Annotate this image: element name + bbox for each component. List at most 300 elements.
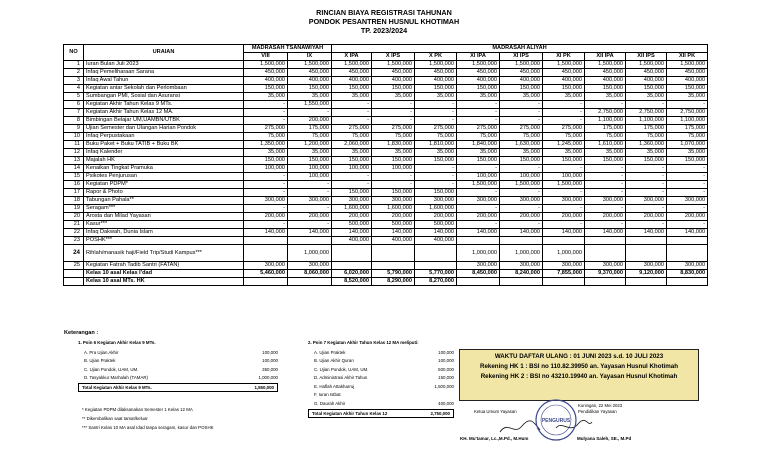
table-row bbox=[64, 157, 708, 165]
fee-cell: - bbox=[543, 221, 585, 229]
fee-cell: 75,000 bbox=[500, 133, 543, 141]
fee-cell: 1,000,000 bbox=[457, 245, 500, 262]
fee-cell: 175,000 bbox=[626, 125, 667, 133]
seal-text: PENGURUS bbox=[541, 418, 571, 424]
table-row bbox=[64, 85, 708, 93]
row-number: 7 bbox=[64, 109, 84, 117]
fee-cell: 300,000 bbox=[288, 262, 332, 270]
row-number: 4 bbox=[64, 85, 84, 93]
fee-cell: 450,000 bbox=[288, 69, 332, 77]
table-row bbox=[64, 149, 708, 157]
row-number: 16 bbox=[64, 181, 84, 189]
breakdown-label: E. Haflah Attakharruj bbox=[314, 383, 355, 389]
row-description: Buku Paket + Buku TATIB + Buku BK bbox=[84, 141, 244, 149]
breakdown-value: 350,000 bbox=[262, 366, 278, 372]
fee-cell: 450,000 bbox=[372, 69, 415, 77]
fee-cell: 100,000 bbox=[288, 173, 332, 181]
fee-cell: 400,000 bbox=[332, 77, 372, 85]
row-description: POSHK*** bbox=[84, 237, 244, 245]
fee-cell: 150,000 bbox=[244, 157, 288, 165]
fee-cell: 1,000,000 bbox=[500, 245, 543, 262]
fee-cell: 200,000 bbox=[288, 117, 332, 125]
fee-cell: 1,500,000 bbox=[543, 181, 585, 189]
fee-cell: - bbox=[415, 101, 457, 109]
fee-cell: - bbox=[500, 205, 543, 213]
breakdown-item bbox=[78, 348, 278, 357]
fee-cell: - bbox=[288, 109, 332, 117]
point-b-total-label: Total Kegiatan Akhir Tahun Kelas 12 bbox=[312, 410, 388, 416]
fee-cell: 400,000 bbox=[288, 77, 332, 85]
fee-cell: - bbox=[667, 181, 708, 189]
fee-cell: 400,000 bbox=[372, 237, 415, 245]
fee-cell: - bbox=[585, 101, 626, 109]
total-cell bbox=[667, 278, 708, 286]
fee-cell: - bbox=[626, 205, 667, 213]
fee-cell: - bbox=[457, 101, 500, 109]
fee-cell: 35,000 bbox=[667, 149, 708, 157]
fee-cell: 1,100,000 bbox=[585, 117, 626, 125]
fee-cell: 1,500,000 bbox=[288, 61, 332, 69]
row-number: 14 bbox=[64, 165, 84, 173]
total-cell: 6,020,000 bbox=[332, 270, 372, 278]
fee-cell: 450,000 bbox=[415, 69, 457, 77]
fee-cell: 200,000 bbox=[667, 213, 708, 221]
point-b-title: 2. Poin 7 Kegiatan Akhir Tahun Kelas 12 MA meliputi: bbox=[308, 340, 419, 345]
fee-cell: 500,000 bbox=[372, 221, 415, 229]
total-cell bbox=[500, 278, 543, 286]
signature-role-left: Ketua Umum Yayasan bbox=[474, 409, 517, 414]
table-row bbox=[64, 77, 708, 85]
fee-cell: - bbox=[543, 205, 585, 213]
point-b-total bbox=[308, 409, 454, 418]
row-number: 11 bbox=[64, 141, 84, 149]
row-description: Infaq Pemeliharaan Sarana bbox=[84, 69, 244, 77]
fee-cell: 300,000 bbox=[667, 262, 708, 270]
point-b-breakdown bbox=[308, 340, 454, 418]
class-header: XI PK bbox=[543, 53, 585, 61]
fee-cell: - bbox=[372, 173, 415, 181]
fee-cell: 1,600,000 bbox=[415, 205, 457, 213]
total-row bbox=[64, 270, 708, 278]
point-a-total-label: Total Kegiatan Akhir Kelas 9 MTs. bbox=[82, 385, 152, 390]
fee-cell: 200,000 bbox=[288, 213, 332, 221]
fee-cell: - bbox=[585, 205, 626, 213]
table-row bbox=[64, 197, 708, 205]
fee-cell: 2,060,000 bbox=[332, 141, 372, 149]
fee-cell: - bbox=[667, 101, 708, 109]
signature-city-date: Kuningan, 22 Mei 2023 bbox=[578, 403, 623, 408]
fee-cell: 175,000 bbox=[667, 125, 708, 133]
registration-info-box bbox=[459, 349, 699, 401]
fee-cell: 1,500,000 bbox=[332, 61, 372, 69]
fee-cell: 150,000 bbox=[457, 157, 500, 165]
fee-cell: 150,000 bbox=[415, 157, 457, 165]
fee-cell: - bbox=[288, 181, 332, 189]
fee-cell: 35,000 bbox=[244, 149, 288, 157]
fee-cell: - bbox=[543, 101, 585, 109]
row-description: Infaq Awal Tahun bbox=[84, 77, 244, 85]
row-number: 12 bbox=[64, 149, 84, 157]
breakdown-value: 1,500,000 bbox=[434, 383, 454, 389]
fee-cell: 300,000 bbox=[500, 262, 543, 270]
row-description: Infaq Dakwah, Dunia Islam bbox=[84, 229, 244, 237]
breakdown-item bbox=[308, 382, 454, 391]
row-number: 10 bbox=[64, 133, 84, 141]
fee-cell bbox=[585, 245, 626, 262]
fee-cell: 1,810,000 bbox=[415, 141, 457, 149]
fee-cell: 150,000 bbox=[457, 85, 500, 93]
fee-cell: 300,000 bbox=[457, 262, 500, 270]
fee-cell: 300,000 bbox=[332, 197, 372, 205]
fee-cell: - bbox=[332, 101, 372, 109]
fee-cell: 2,750,000 bbox=[585, 109, 626, 117]
table-row bbox=[64, 117, 708, 125]
fee-cell: 300,000 bbox=[585, 262, 626, 270]
fee-cell: - bbox=[415, 165, 457, 173]
fee-cell: 35,000 bbox=[626, 93, 667, 101]
fee-cell: - bbox=[288, 221, 332, 229]
row-description: Rihlah/manasik haji/Field Trip/Studi Kampus*** bbox=[84, 245, 244, 262]
fee-cell: 150,000 bbox=[332, 85, 372, 93]
fee-cell: 400,000 bbox=[543, 77, 585, 85]
fee-cell: 150,000 bbox=[585, 85, 626, 93]
total-cell: 5,770,000 bbox=[415, 270, 457, 278]
fee-cell: 400,000 bbox=[244, 77, 288, 85]
table-row bbox=[64, 69, 708, 77]
fee-cell: 300,000 bbox=[585, 197, 626, 205]
table-row bbox=[64, 245, 708, 262]
point-a-total bbox=[78, 383, 278, 392]
fee-cell bbox=[415, 262, 457, 270]
fee-cell: 1,600,000 bbox=[372, 205, 415, 213]
fee-cell: - bbox=[500, 117, 543, 125]
fee-cell: 150,000 bbox=[543, 157, 585, 165]
row-description: Iuran Bulan Juli 2023 bbox=[84, 61, 244, 69]
fee-cell: 275,000 bbox=[543, 125, 585, 133]
breakdown-value: 100,000 bbox=[438, 349, 454, 355]
fee-cell: - bbox=[244, 173, 288, 181]
fee-cell: 200,000 bbox=[415, 213, 457, 221]
breakdown-label: C. Ujian Pondok, UAM, UM. bbox=[314, 366, 369, 372]
fee-cell bbox=[244, 237, 288, 245]
fee-cell: 300,000 bbox=[500, 197, 543, 205]
fee-cell: 150,000 bbox=[372, 189, 415, 197]
fee-cell: 150,000 bbox=[626, 157, 667, 165]
fee-cell: 450,000 bbox=[543, 69, 585, 77]
footnote: *** Santri Kelas 10 MA asal Idad tanpa seragam, kasur dan POSHK bbox=[82, 425, 214, 430]
fee-cell: 300,000 bbox=[372, 197, 415, 205]
row-description: Psikotes Penjurusan bbox=[84, 173, 244, 181]
row-description: Arosta dan Milad Yayasan bbox=[84, 213, 244, 221]
row-number: 2 bbox=[64, 69, 84, 77]
fee-cell bbox=[585, 237, 626, 245]
breakdown-item bbox=[78, 374, 278, 383]
fee-cell: 35,000 bbox=[585, 149, 626, 157]
fee-cell: - bbox=[626, 165, 667, 173]
fee-cell: 200,000 bbox=[457, 213, 500, 221]
fee-cell: - bbox=[244, 189, 288, 197]
fee-cell: 400,000 bbox=[415, 77, 457, 85]
fee-cell: - bbox=[543, 109, 585, 117]
row-description: Kegiatan Akhir Tahun Kelas 9 MTs. bbox=[84, 101, 244, 109]
total-cell bbox=[543, 278, 585, 286]
fee-cell: - bbox=[457, 165, 500, 173]
breakdown-value: 150,000 bbox=[438, 375, 454, 381]
fee-cell: 200,000 bbox=[543, 213, 585, 221]
point-a-items bbox=[78, 348, 278, 382]
fee-cell: 150,000 bbox=[667, 157, 708, 165]
header-year: TP. 2023/2024 bbox=[360, 26, 408, 35]
fee-cell bbox=[332, 262, 372, 270]
fee-cell: 275,000 bbox=[332, 125, 372, 133]
breakdown-value: 400,000 bbox=[438, 400, 454, 406]
fee-cell: - bbox=[585, 173, 626, 181]
row-description: Kenaikan Tingkat Pramuka bbox=[84, 165, 244, 173]
row-description: Sumbangan PMI, Sosial dan Asuransi bbox=[84, 93, 244, 101]
fee-cell: 200,000 bbox=[244, 213, 288, 221]
class-header: XII PK bbox=[667, 53, 708, 61]
point-b-total-value: 2,750,000 bbox=[430, 410, 450, 416]
fee-cell: 75,000 bbox=[667, 133, 708, 141]
fee-cell: - bbox=[667, 205, 708, 213]
total-cell: 5,460,000 bbox=[244, 270, 288, 278]
fee-cell bbox=[667, 237, 708, 245]
point-a-total-value: 1,550,000 bbox=[254, 385, 274, 390]
fee-cell: 1,610,000 bbox=[585, 141, 626, 149]
table-row bbox=[64, 109, 708, 117]
col-no-header: NO bbox=[64, 45, 84, 61]
fee-cell: 35,000 bbox=[332, 93, 372, 101]
fee-cell: 200,000 bbox=[500, 213, 543, 221]
total-label: Kelas 10 asal MTs. HK bbox=[84, 278, 244, 286]
fee-cell: 1,000,000 bbox=[288, 245, 332, 262]
breakdown-item bbox=[308, 391, 454, 400]
fee-cell: 450,000 bbox=[500, 69, 543, 77]
total-cell: 8,830,000 bbox=[667, 270, 708, 278]
fee-cell: 1,500,000 bbox=[585, 61, 626, 69]
fee-cell: 400,000 bbox=[332, 237, 372, 245]
fee-cell: 35,000 bbox=[626, 149, 667, 157]
fee-cell: - bbox=[244, 101, 288, 109]
fee-cell bbox=[372, 262, 415, 270]
fee-cell: 300,000 bbox=[626, 197, 667, 205]
fee-cell: 150,000 bbox=[332, 157, 372, 165]
fee-cell: - bbox=[244, 117, 288, 125]
table-row bbox=[64, 181, 708, 189]
breakdown-item bbox=[78, 357, 278, 366]
total-cell: 7,855,000 bbox=[543, 270, 585, 278]
total-cell: 8,270,000 bbox=[415, 278, 457, 286]
fee-cell bbox=[626, 245, 667, 262]
fee-cell: 150,000 bbox=[372, 157, 415, 165]
total-cell bbox=[626, 278, 667, 286]
row-number: 19 bbox=[64, 205, 84, 213]
breakdown-value: 100,000 bbox=[262, 349, 278, 355]
breakdown-label: F. Iuran Istbat bbox=[314, 392, 341, 398]
fee-cell: 75,000 bbox=[288, 133, 332, 141]
fee-table bbox=[63, 44, 708, 286]
total-cell: 8,450,000 bbox=[457, 270, 500, 278]
fee-cell: - bbox=[372, 101, 415, 109]
fee-cell: - bbox=[244, 205, 288, 213]
fee-cell: 100,000 bbox=[244, 165, 288, 173]
fee-cell: 140,000 bbox=[332, 229, 372, 237]
total-cell: 8,240,000 bbox=[500, 270, 543, 278]
fee-cell: 35,000 bbox=[415, 149, 457, 157]
row-description: Kegiatan PDPM* bbox=[84, 181, 244, 189]
total-cell: 8,060,000 bbox=[288, 270, 332, 278]
fee-cell: 35,000 bbox=[372, 149, 415, 157]
row-number: 9 bbox=[64, 125, 84, 133]
row-number: 24 bbox=[64, 245, 84, 262]
row-number: 13 bbox=[64, 157, 84, 165]
col-uraian-header: URAIAN bbox=[84, 45, 244, 61]
fee-cell: 1,630,000 bbox=[500, 141, 543, 149]
fee-cell: 75,000 bbox=[543, 133, 585, 141]
fee-cell: 100,000 bbox=[288, 165, 332, 173]
fee-cell: 100,000 bbox=[500, 173, 543, 181]
fee-cell: - bbox=[500, 165, 543, 173]
fee-cell: 35,000 bbox=[288, 149, 332, 157]
fee-cell: 1,500,000 bbox=[372, 61, 415, 69]
fee-cell: - bbox=[415, 181, 457, 189]
fee-cell: 75,000 bbox=[457, 133, 500, 141]
fee-cell: 1,840,000 bbox=[457, 141, 500, 149]
class-header: VIII bbox=[244, 53, 288, 61]
fee-cell: 300,000 bbox=[244, 262, 288, 270]
fee-cell: 400,000 bbox=[667, 77, 708, 85]
fee-cell: 1,000,000 bbox=[543, 245, 585, 262]
fee-cell: 300,000 bbox=[415, 197, 457, 205]
fee-cell: 150,000 bbox=[288, 85, 332, 93]
fee-cell: 150,000 bbox=[332, 189, 372, 197]
table-row bbox=[64, 237, 708, 245]
fee-cell: 275,000 bbox=[500, 125, 543, 133]
total-cell bbox=[288, 278, 332, 286]
fee-cell: 150,000 bbox=[288, 157, 332, 165]
fee-cell: 150,000 bbox=[415, 189, 457, 197]
fee-cell: 150,000 bbox=[500, 85, 543, 93]
fee-cell: - bbox=[372, 109, 415, 117]
class-header: XII IPA bbox=[585, 53, 626, 61]
row-description: Kegiatan Akhir Tahun Kelas 12 MA. bbox=[84, 109, 244, 117]
row-number: 8 bbox=[64, 117, 84, 125]
fee-cell: 175,000 bbox=[288, 125, 332, 133]
breakdown-item bbox=[308, 374, 454, 383]
fee-cell: 100,000 bbox=[543, 173, 585, 181]
fee-cell: - bbox=[372, 181, 415, 189]
breakdown-label: G. Daurah Akhir bbox=[314, 400, 346, 406]
fee-cell: 1,500,000 bbox=[457, 181, 500, 189]
total-row bbox=[64, 278, 708, 286]
fee-cell: 200,000 bbox=[626, 213, 667, 221]
row-number: 22 bbox=[64, 229, 84, 237]
fee-cell: 1,500,000 bbox=[626, 61, 667, 69]
fee-cell: - bbox=[585, 181, 626, 189]
fee-cell: 300,000 bbox=[626, 262, 667, 270]
fee-cell bbox=[372, 245, 415, 262]
fee-cell: 1,830,000 bbox=[372, 141, 415, 149]
fee-cell: 75,000 bbox=[585, 133, 626, 141]
fee-cell: 275,000 bbox=[415, 125, 457, 133]
row-description: Seragam*** bbox=[84, 205, 244, 213]
row-number: 25 bbox=[64, 262, 84, 270]
fee-cell: 140,000 bbox=[543, 229, 585, 237]
fee-cell: - bbox=[332, 117, 372, 125]
total-cell bbox=[457, 278, 500, 286]
fee-cell: 100,000 bbox=[372, 165, 415, 173]
fee-cell: 150,000 bbox=[372, 85, 415, 93]
fee-cell: 100,000 bbox=[457, 173, 500, 181]
header-row-groups bbox=[64, 45, 708, 53]
total-cell: 9,120,000 bbox=[626, 270, 667, 278]
point-b-items bbox=[308, 348, 454, 408]
total-cell: 5,790,000 bbox=[372, 270, 415, 278]
fee-cell: 1,245,000 bbox=[543, 141, 585, 149]
total-cell: 8,290,000 bbox=[372, 278, 415, 286]
fee-cell: - bbox=[332, 173, 372, 181]
fee-cell: - bbox=[626, 189, 667, 197]
total-cell bbox=[585, 278, 626, 286]
table-row bbox=[64, 141, 708, 149]
table-row bbox=[64, 165, 708, 173]
fee-cell: 1,350,000 bbox=[244, 141, 288, 149]
fee-cell: 140,000 bbox=[372, 229, 415, 237]
fee-cell: 75,000 bbox=[415, 133, 457, 141]
group-ma-header: MADRASAH ALIYAH bbox=[332, 45, 708, 53]
class-header: IX bbox=[288, 53, 332, 61]
official-seal-icon bbox=[528, 398, 584, 442]
row-description: Tabungan Pahala** bbox=[84, 197, 244, 205]
row-number: 3 bbox=[64, 77, 84, 85]
fee-cell: 400,000 bbox=[500, 77, 543, 85]
breakdown-value: 500,000 bbox=[438, 366, 454, 372]
fee-cell: 200,000 bbox=[332, 213, 372, 221]
fee-cell: 1,500,000 bbox=[457, 61, 500, 69]
fee-cell: 35,000 bbox=[372, 93, 415, 101]
breakdown-value: 100,000 bbox=[262, 358, 278, 364]
fee-cell: 35,000 bbox=[585, 93, 626, 101]
fee-cell: - bbox=[626, 173, 667, 181]
fee-cell: 75,000 bbox=[626, 133, 667, 141]
signature-name-right: Mulyana Saleh, SE., M.Pd bbox=[577, 436, 632, 441]
fee-cell bbox=[500, 237, 543, 245]
row-number: 20 bbox=[64, 213, 84, 221]
breakdown-label: B. Ujian Akhir Quran bbox=[314, 358, 354, 364]
fee-cell: 1,550,000 bbox=[288, 101, 332, 109]
fee-cell: - bbox=[667, 165, 708, 173]
fee-cell: 150,000 bbox=[415, 85, 457, 93]
table-row bbox=[64, 213, 708, 221]
breakdown-value: 100,000 bbox=[438, 358, 454, 364]
row-number: 6 bbox=[64, 101, 84, 109]
table-row bbox=[64, 93, 708, 101]
table-row bbox=[64, 173, 708, 181]
fee-cell: 300,000 bbox=[288, 197, 332, 205]
table-row bbox=[64, 205, 708, 213]
fee-cell: 275,000 bbox=[457, 125, 500, 133]
fee-cell: - bbox=[457, 189, 500, 197]
breakdown-item bbox=[308, 357, 454, 366]
fee-cell: 1,500,000 bbox=[244, 61, 288, 69]
fee-cell: - bbox=[457, 117, 500, 125]
breakdown-label: D. Administrasi Akhir Tahun bbox=[314, 375, 368, 381]
fee-cell: 75,000 bbox=[332, 133, 372, 141]
header-institution: PONDOK PESANTREN HUSNUL KHOTIMAH bbox=[308, 17, 460, 26]
breakdown-item bbox=[308, 348, 454, 357]
fee-cell: - bbox=[415, 117, 457, 125]
row-description: Infaq Perpustakaan bbox=[84, 133, 244, 141]
